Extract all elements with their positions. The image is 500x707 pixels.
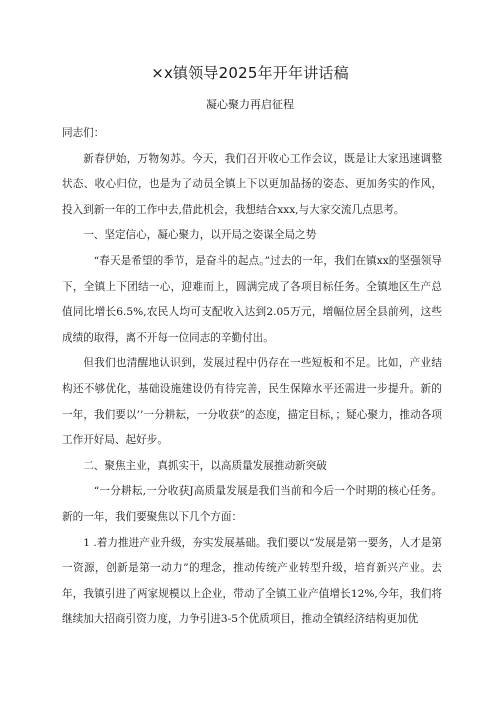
document-subtitle: 凝心聚力再启征程 xyxy=(206,98,294,111)
paragraph-focus-intro: “一分耕耘,一分收获J高质量发展是我们当前和今后一个时期的核心任务。新的一年，我们要聚焦以下几个方面： xyxy=(62,485,442,523)
section-heading-2: 二、聚焦主业，真抓实干，以高质量发展推动新突破 xyxy=(83,459,327,472)
document-title: ×x镇领导2025年开年讲话稿 xyxy=(151,64,349,82)
paragraph-item-1: 1 .着力推进产业升级，夯实发展基础。我们要以“发展是第一要务，人才是第一资源，创新是第一动力”的理念，推动传统产业转型升级，培育新兴产业。去年，我镇引进了两家规模以上企业，带动了全镇工业产值增长12%,今年，我们将继续加大招商引资力度，力争引进3-5个优质项目，推动全镇经济结构更加优 xyxy=(62,536,442,626)
section-heading-1: 一、坚定信心，凝心聚力，以开局之姿谋全局之势 xyxy=(83,229,317,242)
paragraph-intro: 新春伊始，万物匆苏。今天，我们召开收心工作会议，既是让大家迅速调整状态、收心归位，也是为了动员全镇上下以更加晶扬的姿态、更加务实的作风，投入到新一年的工作中去,借此机会，我想结合xxx,与大家交流几点思考。 xyxy=(62,152,442,216)
paragraph-shortcomings: 但我们也清醒地认识到，发展过程中仍存在一些短板和不足。比如，产业结构还不够优化，基础设施建设仍有待完善，民生保障水平还需进一步提升。新的一年，我们要以’’一分耕耘，一分收获”的态度，描定目标，；疑心聚力，推动各项工作开好局、起好步。 xyxy=(62,357,442,447)
salutation: 同志们： xyxy=(62,127,105,139)
document-body xyxy=(62,121,442,633)
paragraph-achievements: “春天是希望的季节，是奋斗的起点。”过去的一年，我们在镇xx的坚强领导下，全镇上下团结一心，迎难而上，圆满完成了各项目标任务。全镇地区生产总值同比增长6.5%,农民人均可支配收入达到2.05万元，增幅位居全县前列，这些成绩的取得，离不开每一位同志的辛勤付出。 xyxy=(62,254,442,344)
